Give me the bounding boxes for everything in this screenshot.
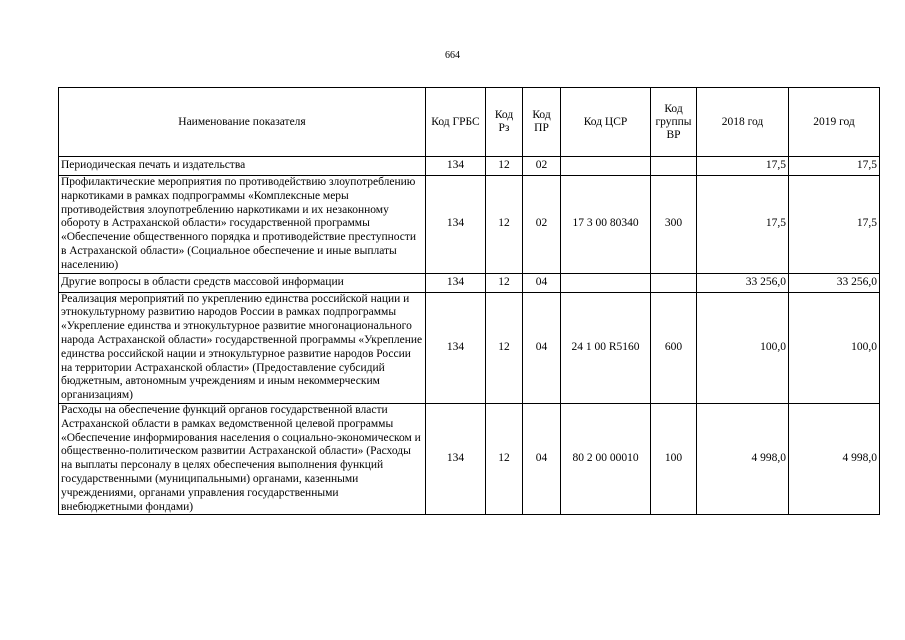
row-name: Профилактические мероприятия по противодействию злоупотреблению наркотиками в рамках подпрограммы «Комплексные меры противодействия злоупотреблению наркотиками и их незаконному обороту в Астраханской области» государственной программы «Обеспечение общественного порядка и противодействие преступности в Астраханской области» (Социальное обеспечение и иные выплаты населению) xyxy=(59,176,426,274)
row-csr: 17 3 00 80340 xyxy=(561,176,651,274)
row-rz: 12 xyxy=(486,403,523,514)
row-grbs: 134 xyxy=(426,403,486,514)
row-csr: 24 1 00 R5160 xyxy=(561,292,651,403)
row-vr: 100 xyxy=(651,403,697,514)
table-row xyxy=(59,176,880,274)
row-csr xyxy=(561,157,651,176)
row-grbs: 134 xyxy=(426,292,486,403)
budget-table xyxy=(58,87,880,515)
header-rz: Код Рз xyxy=(486,88,523,157)
table-row xyxy=(59,273,880,292)
row-rz: 12 xyxy=(486,176,523,274)
row-pr: 02 xyxy=(523,157,561,176)
row-2019: 17,5 xyxy=(789,157,880,176)
row-2019: 100,0 xyxy=(789,292,880,403)
header-2018: 2018 год xyxy=(697,88,789,157)
row-2018: 17,5 xyxy=(697,176,789,274)
row-vr xyxy=(651,273,697,292)
table-row xyxy=(59,157,880,176)
row-grbs: 134 xyxy=(426,176,486,274)
row-pr: 04 xyxy=(523,273,561,292)
row-rz: 12 xyxy=(486,157,523,176)
row-2018: 4 998,0 xyxy=(697,403,789,514)
row-pr: 04 xyxy=(523,403,561,514)
row-2019: 4 998,0 xyxy=(789,403,880,514)
row-2018: 33 256,0 xyxy=(697,273,789,292)
row-vr xyxy=(651,157,697,176)
header-vr: Код группы ВР xyxy=(651,88,697,157)
row-name: Расходы на обеспечение функций органов государственной власти Астраханской области в рамках ведомственной целевой программы «Обеспечение информирования населения о социально-экономическом и общественно-политическом развитии Астраханской области» (Расходы на выплаты персоналу в целях обеспечения выполнения функций государственными (муниципальными) органами, казенными учреждениями, органами управления государственными внебюджетными фондами) xyxy=(59,403,426,514)
row-rz: 12 xyxy=(486,292,523,403)
row-csr xyxy=(561,273,651,292)
row-vr: 600 xyxy=(651,292,697,403)
row-grbs: 134 xyxy=(426,157,486,176)
table-row xyxy=(59,403,880,514)
row-csr: 80 2 00 00010 xyxy=(561,403,651,514)
header-csr: Код ЦСР xyxy=(561,88,651,157)
row-name: Другие вопросы в области средств массовой информации xyxy=(59,273,426,292)
row-vr: 300 xyxy=(651,176,697,274)
header-pr: Код ПР xyxy=(523,88,561,157)
row-pr: 02 xyxy=(523,176,561,274)
row-2019: 17,5 xyxy=(789,176,880,274)
row-name: Реализация мероприятий по укреплению единства российской нации и этнокультурному развитию народов России в рамках подпрограммы «Укрепление единства и этнокультурное развитие многонационального народа Астраханской области» государственной программы «Укрепление единства российской нации и этнокультурное развитие народов России на территории Астраханской области» (Предоставление субсидий бюджетным, автономным учреждениям и иным некоммерческим организациям) xyxy=(59,292,426,403)
row-pr: 04 xyxy=(523,292,561,403)
table-row xyxy=(59,292,880,403)
row-2018: 100,0 xyxy=(697,292,789,403)
page-number: 664 xyxy=(445,50,460,61)
header-2019: 2019 год xyxy=(789,88,880,157)
header-grbs: Код ГРБС xyxy=(426,88,486,157)
table-header-row xyxy=(59,88,880,157)
row-name: Периодическая печать и издательства xyxy=(59,157,426,176)
row-grbs: 134 xyxy=(426,273,486,292)
header-name: Наименование показателя xyxy=(59,88,426,157)
row-2019: 33 256,0 xyxy=(789,273,880,292)
row-rz: 12 xyxy=(486,273,523,292)
row-2018: 17,5 xyxy=(697,157,789,176)
